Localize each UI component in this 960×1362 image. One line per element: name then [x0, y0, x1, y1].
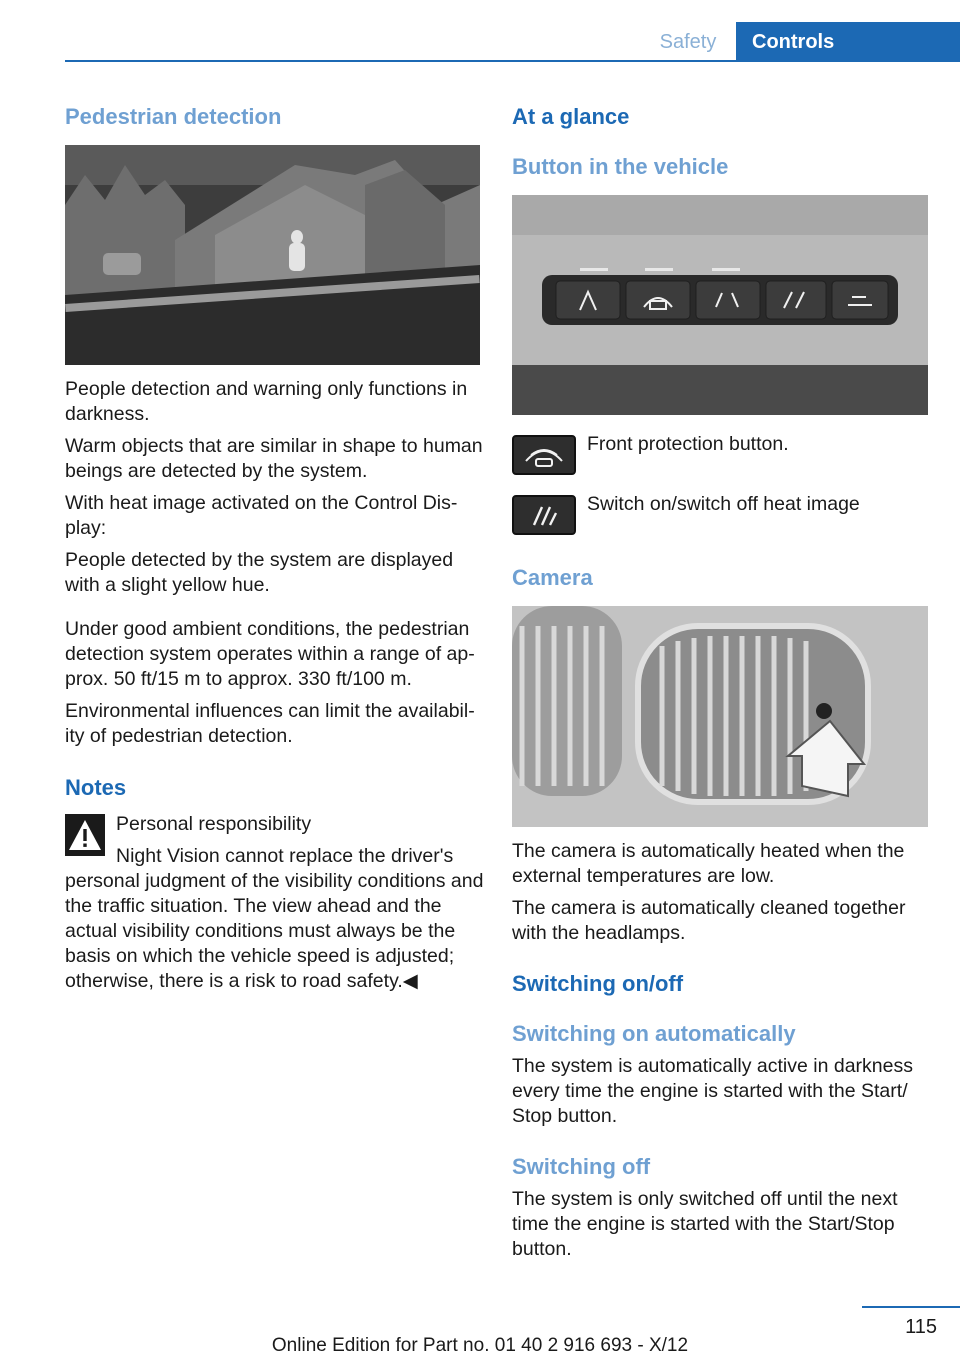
- paragraph-darkness: People detection and warning only functions in darkness.: [65, 378, 468, 425]
- at-a-glance-heading: At a glance: [512, 104, 630, 129]
- heat-image-label: Switch on/switch off heat image: [587, 493, 860, 515]
- header-chapter-tab[interactable]: Controls: [736, 22, 960, 62]
- front-protection-label: Front protection button.: [587, 433, 789, 455]
- warning-text: Night Vision cannot replace the driver's personal judgment of the visibility conditions and the traffic situation. The view ahead and the actual visibility conditions must always be the basis on which the vehicle speed is adjusted; otherwise, there is a risk to road safety.◀: [65, 845, 484, 992]
- button-in-vehicle-heading: Button in the vehicle: [512, 154, 729, 179]
- heat-image-button-icon: [512, 495, 576, 535]
- night-vision-image: [65, 145, 480, 365]
- front-protection-button-icon: [512, 435, 576, 475]
- switching-on-automatically-heading: Switching on automatically: [512, 1021, 796, 1046]
- edition-footer: Online Edition for Part no. 01 40 2 916 693 - X/12: [271, 1335, 689, 1356]
- warning-title: Personal responsibility: [116, 813, 312, 835]
- paragraph-yellow-hue: People detected by the system are displayed with a slight yellow hue.: [65, 549, 454, 596]
- pedestrian-detection-heading: Pedestrian detection: [65, 104, 282, 129]
- notes-heading: Notes: [65, 775, 127, 800]
- camera-heading: Camera: [512, 565, 593, 590]
- header-section-tab[interactable]: Safety: [659, 30, 717, 53]
- paragraph-heat-image: With heat image activated on the Control Dis‐ play:: [65, 492, 458, 539]
- paragraph-warm-objects: Warm objects that are similar in shape to human beings are detected by the system.: [65, 435, 483, 482]
- auto-on-paragraph: The system is automatically active in darkness every time the engine is started with the Start/ Stop button.: [512, 1055, 913, 1127]
- paragraph-range: Under good ambient conditions, the pedestrian detection system operates within a range of ap‐ prox. 50 ft/15 m to approx. 330 ft/100 m.: [65, 618, 475, 690]
- camera-heated-paragraph: The camera is automatically heated when the external temperatures are low.: [512, 840, 905, 887]
- header-rule: [65, 60, 960, 62]
- vehicle-button-panel-image: [512, 195, 928, 415]
- page-number: 115: [905, 1316, 937, 1338]
- camera-grille-image: [512, 606, 928, 827]
- switching-on-off-heading: Switching on/off: [512, 971, 684, 996]
- paragraph-environment: Environmental influences can limit the availabil‐ ity of pedestrian detection.: [65, 700, 475, 747]
- camera-cleaned-paragraph: The camera is automatically cleaned together with the headlamps.: [512, 897, 906, 944]
- switch-off-paragraph: The system is only switched off until the next time the engine is started with the Start/Stop button.: [512, 1188, 898, 1260]
- footer-rule: [862, 1306, 960, 1308]
- switching-off-heading: Switching off: [512, 1154, 651, 1179]
